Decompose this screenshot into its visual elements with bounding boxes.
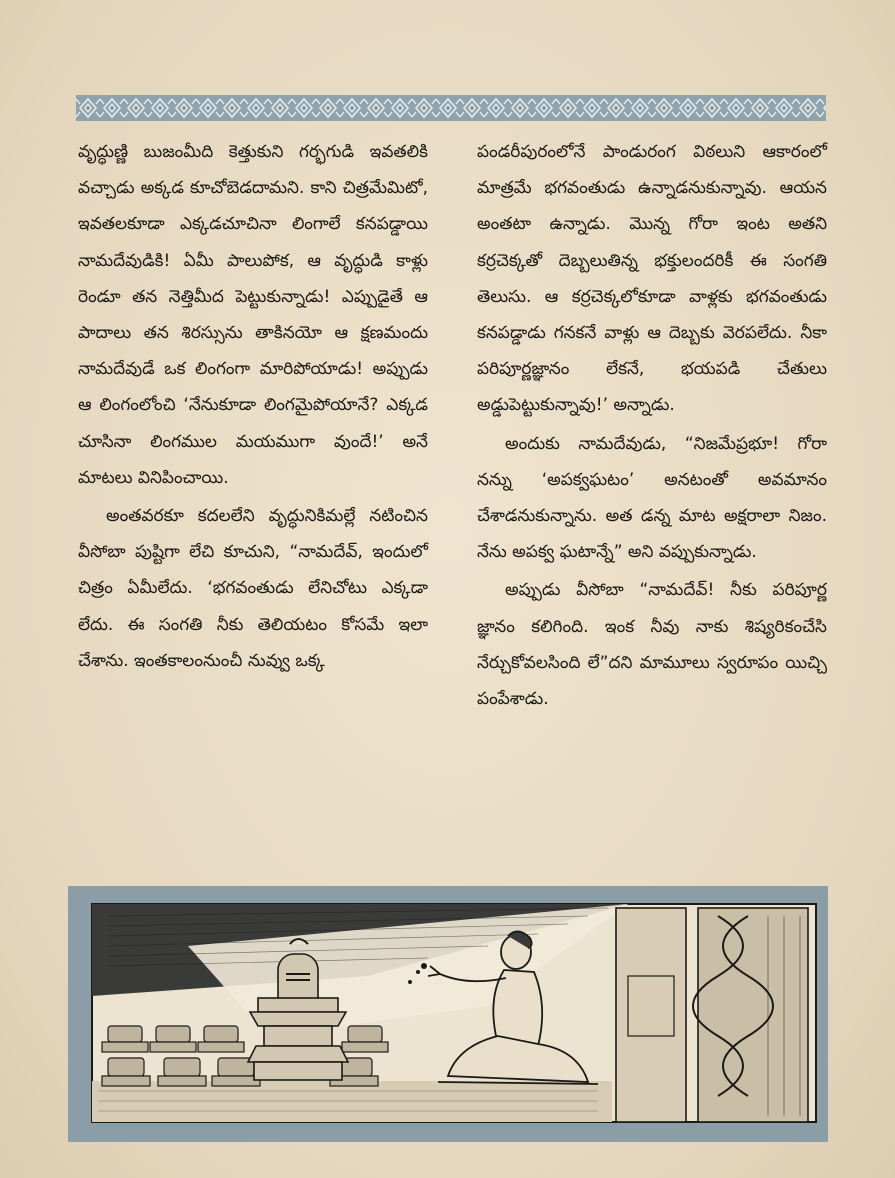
decorative-border (76, 95, 826, 121)
right-paragraph-2: అందుకు నామదేవుడు, “నిజమేప్రభూ! గోరా నన్ను ‘అపక్వఘటం’ అనటంతో అవమానం చేశాడనుకున్నాను. అత డన్న మాట అక్షరాలా నిజం. నేను అపక్వ ఘటాన్నే” అని వప్పుకున్నాడు. (477, 433, 827, 563)
right-paragraph-3: అప్పుడు వీసోబా “నామదేవ్! నీకు పరిపూర్ణ జ్ఞానం కలిగింది. ఇంక నీవు నాకు శిష్యరికంచేసి నేర్చుకోవలసింది లే”దని మామూలు స్వరూపం యిచ్చి పంపేశాడు. (477, 580, 827, 710)
right-text-column (477, 134, 827, 717)
temple-illustration (68, 886, 828, 1142)
right-paragraph-1: పండరీపురంలోనే పాండురంగ విఠలుని ఆకారంలో మాత్రమే భగవంతుడు ఉన్నాడనుకున్నావు. ఆయన అంతటా ఉన్నాడు. మొన్న గోరా ఇంట అతని కర్రచెక్కతో దెబ్బలుతిన్న భక్తులందరికీ ఈ సంగతి తెలుసు. ఆ కర్రచెక్కలోకూడా వాళ్లకు భగవంతుడు కనపడ్డాడు గనకనే వాళ్లు ఆ దెబ్బకు వెరపలేదు. నీకా పరిపూర్ణజ్ఞానం లేకనే, భయపడి చేతులు అడ్డుపెట్టుకున్నావు!’ అన్నాడు. (477, 142, 827, 416)
left-text-column (78, 134, 428, 679)
left-paragraph-1: వృద్ధుణ్ణి బుజంమీది కెత్తుకుని గర్భగుడి ఇవతలికి వచ్చాడు అక్కడ కూచోబెడదామని. కాని చిత్రమేమిటో, ఇవతలకూడా ఎక్కడచూచినా లింగాలే కనపడ్డాయి నామదేవుడికి! ఏమీ పాలుపోక, ఆ వృద్ధుడి కాళ్లు రెండూ తన నెత్తిమీద పెట్టుకున్నాడు! ఎప్పుడైతే ఆ పాదాలు తన శిరస్సును తాకినయో ఆ క్షణమందు నామదేవుడే ఒక లింగంగా మారిపోయాడు! అప్పుడు ఆ లింగంలోంచి ‘నేనుకూడా లింగమైపోయానే? ఎక్కడ చూసినా లింగముల మయముగా వుందే!’ అనే మాటలు వినిపించాయి. (78, 142, 428, 488)
left-paragraph-2: అంతవరకూ కదలలేని వృద్ధునికిమల్లే నటించిన వీసోబా పుష్టిగా లేచి కూచుని, “నామదేవ్, ఇందులో చిత్రం ఏమీలేదు. ‘భగవంతుడు లేనిచోటు ఎక్కడా లేదు. ఈ సంగతి నీకు తెలియటం కోసమే ఇలా చేశాను. ఇంతకాలంనుంచీ నువ్వు ఒక్క (78, 506, 428, 671)
